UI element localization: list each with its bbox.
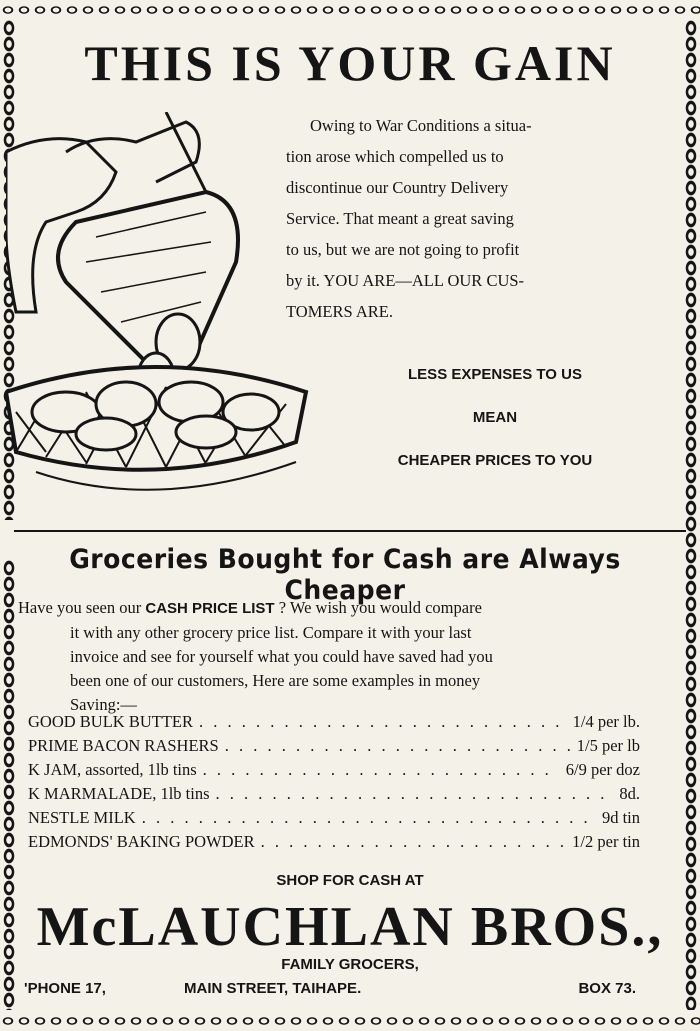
intro-line: discontinue our Country Delivery: [286, 178, 509, 197]
price-value: 1/4 per lb.: [572, 712, 640, 731]
price-value: 9d tin: [601, 808, 640, 827]
top-chain-border: [0, 0, 700, 20]
body-line: been one of our customers, Here are some examples in money: [70, 671, 481, 690]
body-lead-c: ? We wish you would compare: [274, 598, 482, 617]
intro-line: Service. That meant a great saving: [286, 209, 514, 228]
price-item: K JAM, assorted, 1lb tins: [28, 760, 197, 779]
intro-line: tion arose which compelled us to: [286, 147, 504, 166]
company-tagline: FAMILY GROCERS,: [281, 956, 419, 973]
price-item: NESTLE MILK: [28, 808, 136, 827]
body-paragraph: [18, 596, 646, 717]
dot-leader: [142, 808, 596, 828]
price-row: [28, 760, 640, 784]
dot-leader: [203, 760, 560, 780]
company-name: McLAUCHLAN BROS.,: [36, 896, 664, 958]
bottom-chain-border: [0, 1011, 700, 1031]
phone-number: 'PHONE 17,: [24, 980, 106, 997]
street-address: MAIN STREET, TAIHAPE.: [184, 980, 362, 997]
price-row: [28, 808, 640, 832]
section-divider: [14, 530, 686, 532]
body-line: invoice and see for yourself what you could have saved had you: [70, 647, 493, 666]
price-row: [28, 784, 640, 808]
price-item: GOOD BULK BUTTER: [28, 712, 193, 731]
price-item: EDMONDS' BAKING POWDER: [28, 832, 255, 851]
shop-for-cash-line: SHOP FOR CASH AT: [276, 872, 424, 889]
intro-line: by it. YOU ARE—ALL OUR CUS-: [286, 271, 525, 290]
price-row: [28, 736, 640, 760]
price-list: [28, 712, 640, 856]
body-line: Saving:—: [70, 695, 137, 714]
body-line: it with any other grocery price list. Compare it with your last: [70, 623, 472, 642]
slogan-line-3: CHEAPER PRICES TO YOU: [397, 452, 593, 469]
price-item: K MARMALADE, 1lb tins: [28, 784, 210, 803]
price-row: [28, 712, 640, 736]
eggs-basket-illustration: [6, 112, 316, 532]
intro-line: to us, but we are not going to profit: [286, 240, 520, 259]
body-lead-a: Have you seen our: [18, 598, 146, 617]
price-row: [28, 832, 640, 856]
dot-leader: [216, 784, 614, 804]
po-box: BOX 73.: [578, 980, 636, 997]
dot-leader: [199, 712, 567, 732]
dot-leader: [261, 832, 567, 852]
price-value: 6/9 per doz: [565, 760, 640, 779]
footer: [24, 980, 636, 1000]
intro-paragraph: [286, 110, 628, 327]
price-item: PRIME BACON RASHERS: [28, 736, 219, 755]
intro-line: TOMERS ARE.: [286, 302, 393, 321]
intro-line: Owing to War Conditions a situa-: [310, 116, 532, 135]
dot-leader: [225, 736, 571, 756]
subheading: Groceries Bought for Cash are Always Cheaper: [69, 544, 621, 606]
price-value: 1/5 per lb: [576, 736, 640, 755]
right-chain-border: [682, 20, 700, 1010]
price-value: 8d.: [619, 784, 640, 803]
headline: THIS IS YOUR GAIN: [84, 35, 616, 91]
cash-price-list-emphasis: CASH PRICE LIST: [145, 600, 275, 617]
price-value: 1/2 per tin: [572, 832, 640, 851]
slogan-line-2: MEAN: [472, 409, 518, 426]
slogan-line-1: LESS EXPENSES TO US: [408, 366, 582, 383]
